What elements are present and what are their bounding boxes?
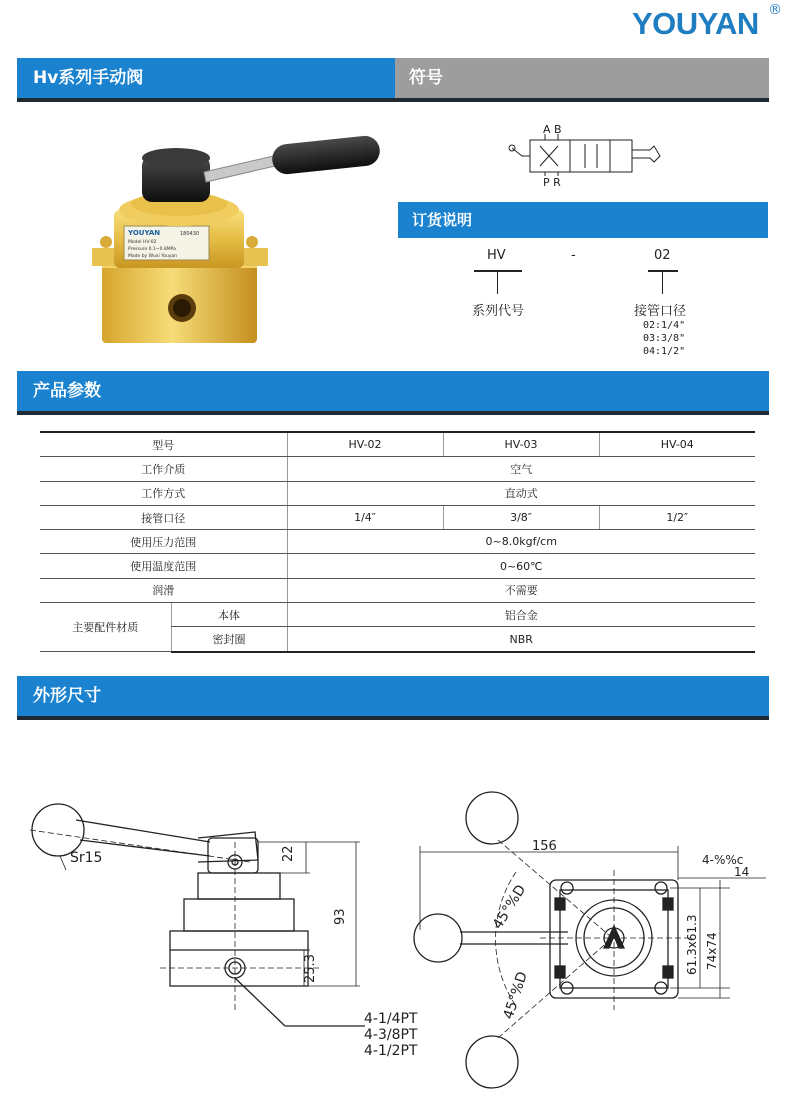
order-separator: - [571,248,576,263]
valve-photo [92,118,392,368]
order-code-port: 02 [654,248,671,263]
table-row [40,505,755,529]
series-leader [497,272,498,294]
dims-title: 外形尺寸 [33,686,101,706]
port-leader [662,272,663,294]
label-line-maker: Made by Wuxi Youyan [128,254,178,259]
cell-value: 0~60℃ [287,554,755,578]
order-title-bar [398,202,768,238]
dims-shadow [17,716,769,720]
cell-value: 不需要 [287,578,755,602]
dim-25-3: 25.3 [303,954,318,983]
dim-74: 74x74 [705,932,719,970]
dim-156: 156 [532,839,557,854]
cell-value: 铝合金 [287,603,755,627]
dim-14: 14 [734,865,750,879]
port-option-04: 04:1/2" [643,346,686,357]
port-spec-1-2: 4-1/2PT [364,1043,418,1059]
port-spec-3-8: 4-3/8PT [364,1027,418,1043]
label-code: 180430 [180,231,200,237]
cell-value: 空气 [287,457,755,481]
table-row [40,554,755,578]
port-option-03: 03:3/8" [643,333,686,344]
params-table [40,431,755,653]
symbol-title-bar [395,58,769,98]
params-title-bar [17,371,769,411]
top-view-drawing [400,780,770,1096]
symbol-ports-bottom: P R [543,176,561,189]
label-line-model: Model HV-02 [128,240,157,245]
cell-value: NBR [287,627,755,652]
port-spec-1-4: 4-1/4PT [364,1011,418,1027]
label-brand: YOUYAN [128,229,161,237]
brand-logo: YOUYAN [632,6,759,41]
material-label: 主要配件材质 [40,603,171,652]
series-title: Hv系列手动阀 [33,68,144,88]
table-row [40,457,755,481]
row-label: 润滑 [40,578,287,602]
cell-value: HV-02 [287,432,443,457]
port-option-02: 02:1/4" [643,320,686,331]
symbol-ports-top: A B [543,123,562,136]
cell-value: HV-03 [443,432,599,457]
dim-22: 22 [281,845,296,862]
dim-93: 93 [333,908,348,925]
cell-value: 直动式 [287,481,755,505]
dim-angle-lower: 45°%D [500,969,531,1022]
row-label: 工作介质 [40,457,287,481]
material-sub-label: 密封圈 [171,627,287,652]
row-label: 使用温度范围 [40,554,287,578]
cell-value: 1/2″ [599,505,755,529]
order-code-series: HV [487,248,506,263]
port-size-label: 接管口径 [634,304,687,319]
series-underline [474,270,522,272]
symbol-title: 符号 [409,68,443,88]
registered-mark: ® [768,2,782,18]
table-row [40,530,755,554]
dims-title-bar [17,676,769,716]
dim-sphere-radius: Sr15 [70,850,103,866]
label-line-pressure: Pressure 0.1~0.8MPa [128,247,176,252]
valve-symbol-diagram [500,118,680,190]
header-shadow [17,98,769,102]
row-label: 型号 [40,432,287,457]
row-label: 使用压力范围 [40,530,287,554]
params-shadow [17,411,769,415]
series-title-bar [17,58,395,98]
cell-value: HV-04 [599,432,755,457]
table-row [40,481,755,505]
dim-holes: 4-%%c [702,853,744,867]
dim-61-3: 61.3x61.3 [685,914,699,975]
cell-value: 3/8″ [443,505,599,529]
dim-angle-upper: 45°%D [489,882,530,933]
series-code-label: 系列代号 [472,304,525,319]
params-title: 产品参数 [33,381,101,401]
table-row [40,432,755,457]
row-label: 工作方式 [40,481,287,505]
side-view-drawing [20,790,440,1060]
table-row [40,578,755,602]
cell-value: 1/4″ [287,505,443,529]
port-underline [648,270,678,272]
order-title: 订货说明 [412,211,473,229]
material-sub-label: 本体 [171,603,287,627]
table-row [40,603,755,627]
row-label: 接管口径 [40,505,287,529]
cell-value: 0~8.0kgf/cm [287,530,755,554]
